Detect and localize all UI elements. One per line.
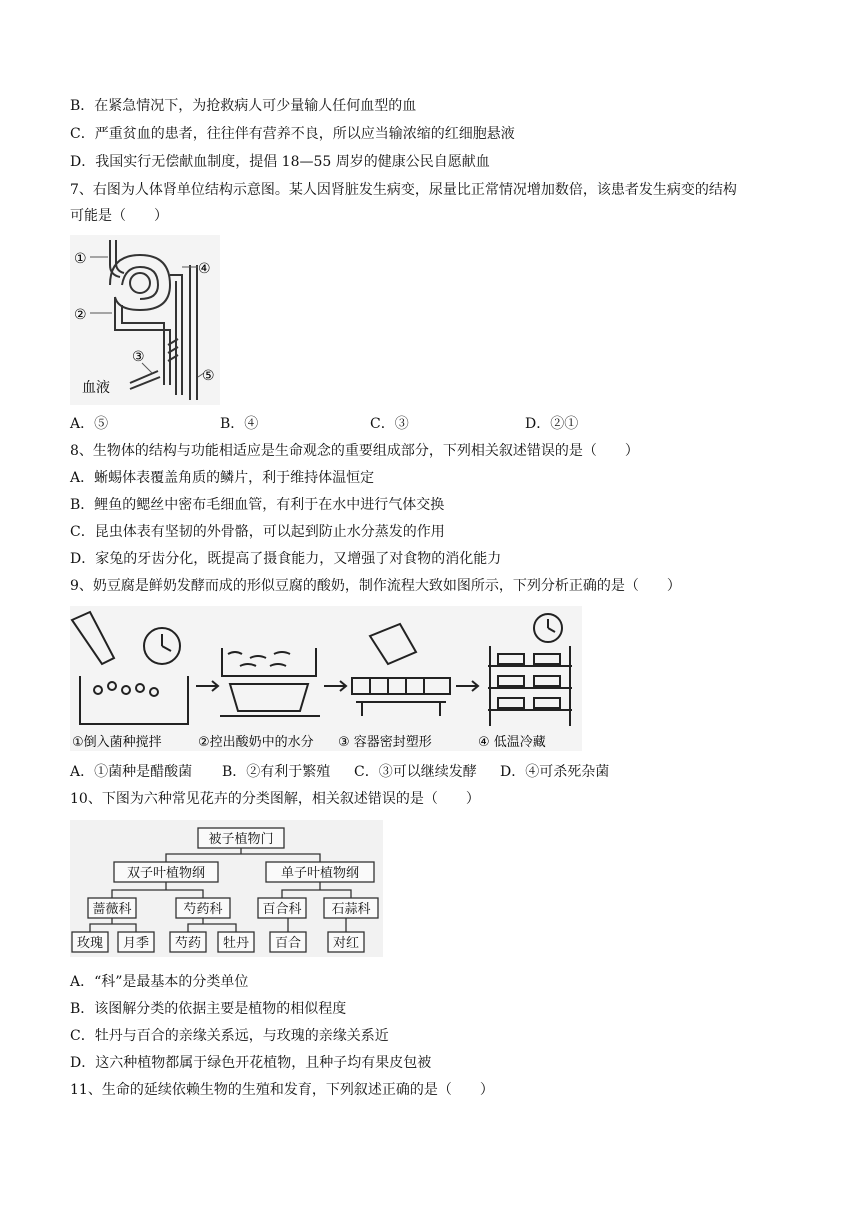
- q7-option-b: B．④: [220, 416, 259, 432]
- q10-option-a: A．“科”是最基本的分类单位: [70, 974, 249, 990]
- q7-stem-line1: 7、右图为人体肾单位结构示意图。某人因肾脏发生病变，尿量比正常情况增加数倍，该患者发生病变的结构: [70, 182, 737, 198]
- nephron-label-3: ③: [132, 349, 145, 365]
- q6-option-b: B．在紧急情况下，为抢救病人可少量输人任何血型的血: [70, 98, 417, 114]
- tree-plant-peony-tree: 牡丹: [222, 936, 250, 951]
- cheese-process-diagram: [70, 606, 582, 751]
- process-step-4: ④ 低温冷藏: [478, 735, 546, 750]
- q9-option-a: A．①菌种是醋酸菌: [70, 764, 193, 780]
- q7-option-d: D．②①: [525, 416, 579, 432]
- nephron-label-5: ⑤: [202, 368, 215, 384]
- q8-option-a: A．蜥蜴体表覆盖角质的鳞片，利于维持体温恒定: [70, 470, 375, 486]
- tree-family-liliaceae: 百合科: [262, 902, 302, 917]
- classification-tree-svg: [70, 820, 383, 957]
- q9-option-c: C．③可以继续发酵: [354, 764, 477, 780]
- q8-option-c: C．昆虫体表有坚韧的外骨骼，可以起到防止水分蒸发的作用: [70, 524, 445, 540]
- q7-option-c: C．③: [370, 416, 409, 432]
- q7-stem-line2: 可能是（ ）: [70, 208, 168, 224]
- q6-option-c: C．严重贫血的患者，往往伴有营养不良，所以应当输浓缩的红细胞悬液: [70, 126, 515, 142]
- nephron-diagram: [70, 235, 220, 405]
- q10-option-b: B．该图解分类的依据主要是植物的相似程度: [70, 1001, 347, 1017]
- process-step-1: ①倒入菌种搅拌: [72, 735, 162, 750]
- q9-option-d: D．④可杀死杂菌: [500, 764, 610, 780]
- q7-option-a: A．⑤: [70, 416, 109, 432]
- q8-option-b: B．鲤鱼的鳃丝中密布毛细血管，有利于在水中进行气体交换: [70, 497, 445, 513]
- plant-classification-tree: [70, 820, 383, 957]
- tree-family-rosaceae: 蔷薇科: [92, 902, 132, 917]
- nephron-label-2: ②: [74, 307, 87, 323]
- nephron-diagram-svg: [70, 235, 220, 405]
- tree-plant-chinarose: 月季: [122, 936, 150, 951]
- tree-plant-peony-herb: 芍药: [174, 936, 202, 951]
- q10-option-c: C．牡丹与百合的亲缘关系远，与玫瑰的亲缘关系近: [70, 1028, 389, 1044]
- nephron-label-4: ④: [198, 261, 211, 277]
- cheese-process-svg: [70, 606, 582, 751]
- nephron-blood-label: 血液: [82, 380, 110, 396]
- tree-family-paeoniaceae: 芍药科: [183, 902, 223, 917]
- q6-option-d: D．我国实行无偿献血制度，提倡 18—55 周岁的健康公民自愿献血: [70, 154, 490, 170]
- process-step-2: ②控出酸奶中的水分: [198, 735, 314, 750]
- q11-stem: 11、生命的延续依赖生物的生殖和发育，下列叙述正确的是（ ）: [70, 1082, 494, 1098]
- q10-stem: 10、下图为六种常见花卉的分类图解，相关叙述错误的是（ ）: [70, 791, 480, 807]
- tree-plant-rose: 玫瑰: [76, 936, 104, 951]
- tree-plant-lily: 百合: [274, 936, 302, 951]
- q10-option-d: D．这六种植物都属于绿色开花植物，且种子均有果皮包被: [70, 1055, 432, 1071]
- tree-family-amaryllidaceae: 石蒜科: [331, 902, 371, 917]
- tree-class-dicot: 双子叶植物纲: [126, 866, 206, 881]
- tree-phylum: 被子植物门: [208, 832, 274, 847]
- q8-stem: 8、生物体的结构与功能相适应是生命观念的重要组成部分，下列相关叙述错误的是（ ）: [70, 443, 639, 459]
- q9-stem: 9、奶豆腐是鲜奶发酵而成的形似豆腐的酸奶，制作流程大致如图所示，下列分析正确的是（ ）: [70, 578, 681, 594]
- q9-option-b: B．②有利于繁殖: [222, 764, 331, 780]
- q8-option-d: D．家兔的牙齿分化，既提高了摄食能力，又增强了对食物的消化能力: [70, 551, 502, 567]
- tree-plant-duihong: 对红: [332, 936, 360, 951]
- tree-class-monocot: 单子叶植物纲: [280, 866, 360, 881]
- nephron-label-1: ①: [74, 251, 87, 267]
- process-step-3: ③ 容器密封塑形: [338, 735, 432, 750]
